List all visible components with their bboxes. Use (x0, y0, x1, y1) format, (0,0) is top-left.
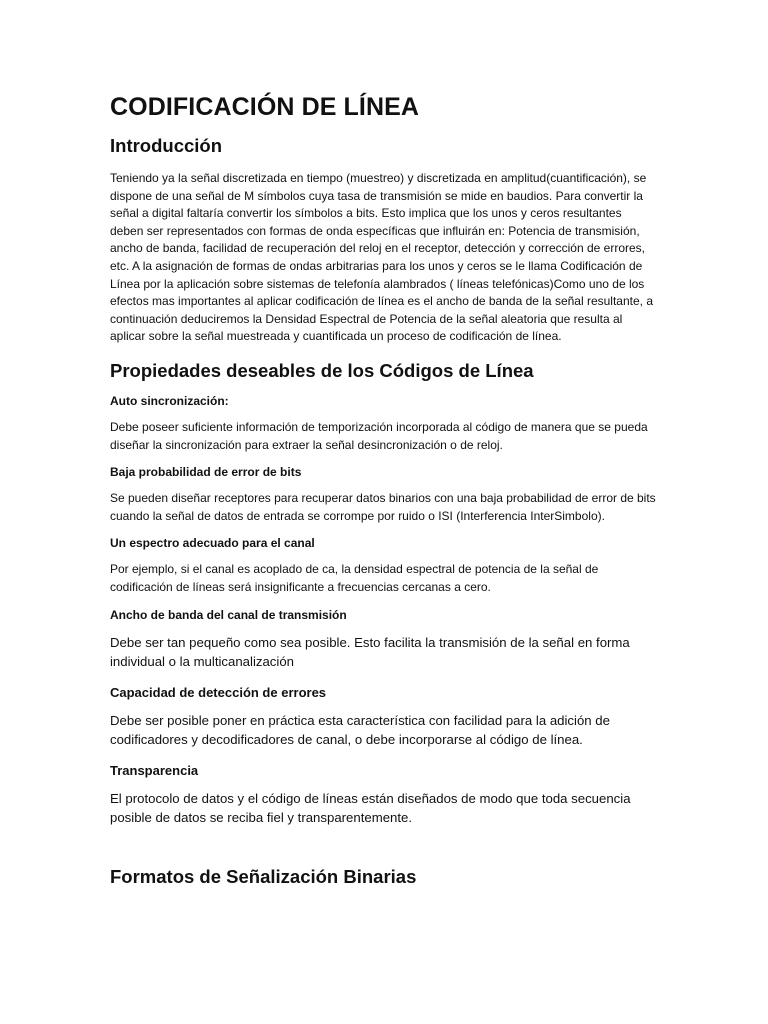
intro-paragraph: Teniendo ya la señal discretizada en tiempo (muestreo) y discretizada en amplitud(cuantificación), se dispone de una señal de M símbolos cuya tasa de transmisión se mide en baudios. Para convertir la señal a digital faltaría convertir los símbolos a bits. Esto implica que los unos y ceros resultantes deben ser representados con formas de onda específicas que influirán en: Potencia de transmisión, ancho de banda, facilidad de recuperación del reloj en el receptor, detección y corrección de errores, etc. A la asignación de formas de ondas arbitrarias para los unos y ceros se le llama Codificación de Línea por la aplicación sobre sistemas de telefonía alambrados ( líneas telefónicas)Como uno de los efectos mas importantes al aplicar codificación de línea es el ancho de banda de la señal resultante, a continuación deduciremos la Densidad Espectral de Potencia de la señal aleatoria que resulta al aplicar sobre la señal muestreada y cuantificada un proceso de codificación de línea. (110, 171, 653, 344)
property-body: Debe poseer suficiente información de temporización incorporada al código de manera que se pueda diseñar la sincronización para extraer la señal desincronización o de reloj. (110, 419, 648, 452)
property-title: Transparencia (110, 762, 199, 778)
document-title: CODIFICACIÓN DE LÍNEA (110, 93, 420, 121)
property-low-error (110, 464, 656, 525)
property-title: Ancho de banda del canal de transmisión (110, 607, 347, 622)
document-page (110, 92, 656, 888)
property-spectrum (110, 535, 656, 596)
property-title: Un espectro adecuado para el canal (110, 536, 315, 551)
property-title: Baja probabilidad de error de bits (110, 465, 302, 480)
property-bandwidth (110, 607, 656, 672)
property-transparency (110, 762, 656, 828)
property-title: Auto sincronización: (110, 393, 229, 408)
formats-heading: Formatos de Señalización Binarias (110, 865, 417, 887)
properties-heading: Propiedades deseables de los Códigos de Línea (110, 359, 534, 381)
property-auto-sync (110, 393, 656, 454)
property-body: Debe ser tan pequeño como sea posible. Esto facilita la transmisión de la señal en forma individual o la multicanalización (110, 634, 630, 669)
property-error-detection (110, 684, 656, 750)
property-body: El protocolo de datos y el código de líneas están diseñados de modo que toda secuencia posible de datos se reciba fiel y transparentemente. (110, 790, 631, 825)
property-title: Capacidad de detección de errores (110, 684, 327, 700)
property-body: Debe ser posible poner en práctica esta característica con facilidad para la adición de codificadores y decodificadores de canal, o debe incorporarse al código de línea. (110, 712, 610, 747)
intro-heading: Introducción (110, 135, 223, 156)
property-body: Se pueden diseñar receptores para recuperar datos binarios con una baja probabilidad de error de bits cuando la señal de datos de entrada se corrompe por ruido o ISI (Interferencia InterSimbolo). (110, 491, 656, 523)
property-body: Por ejemplo, si el canal es acoplado de ca, la densidad espectral de potencia de la señal de codificación de líneas será insignificante a frecuencias cercanas a cero. (110, 562, 599, 594)
